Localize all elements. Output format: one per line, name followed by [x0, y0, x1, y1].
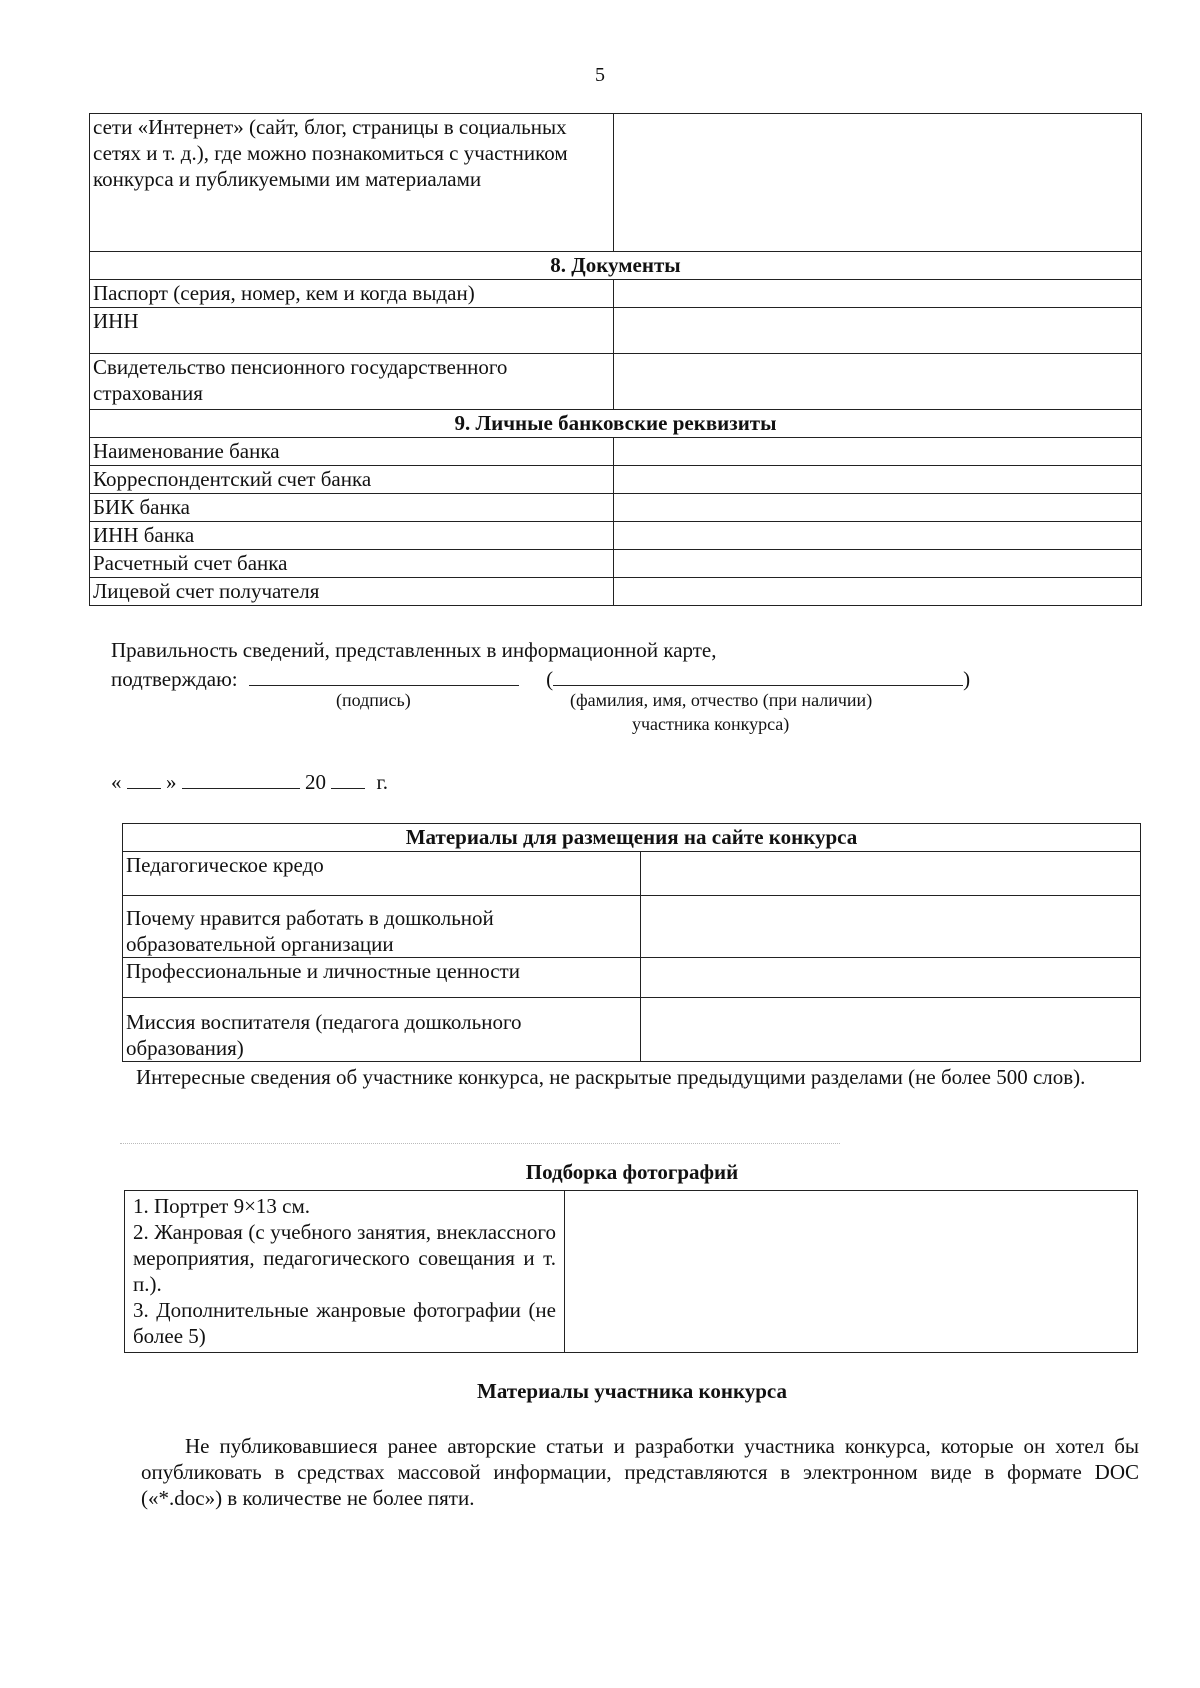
section-bank-header: 9. Личные банковские реквизиты [90, 410, 1142, 438]
signature-caption: (подпись) [336, 690, 411, 710]
table-row [90, 354, 1142, 410]
participant-materials-title: Материалы участника конкурса [477, 1379, 787, 1403]
date-day-line[interactable] [127, 766, 161, 789]
date-close-quote: » [166, 770, 177, 794]
table-row [90, 280, 1142, 308]
photos-list-cell [125, 1191, 565, 1353]
pension-certificate-value[interactable] [614, 354, 1142, 410]
name-caption-1: (фамилия, имя, отчество (при наличии) [570, 690, 873, 710]
internet-links-label: сети «Интернет» (сайт, блог, страницы в социальных сетях и т. д.), где можно познакомиться с участником конкурса и публикуемыми им материалами [90, 114, 614, 252]
passport-value[interactable] [614, 280, 1142, 308]
bank-name-label: Наименование банка [90, 438, 614, 466]
photo-item-additional: 3. Дополнительные жанровые фотографии (не более 5) [133, 1298, 556, 1348]
signature-line[interactable] [249, 663, 519, 686]
why-like-work-value[interactable] [641, 896, 1141, 958]
site-materials-table [122, 823, 1141, 1062]
table-row [90, 578, 1142, 606]
table-row [123, 998, 1141, 1062]
educator-mission-label: Миссия воспитателя (педагога дошкольного образования) [123, 998, 641, 1062]
educator-mission-value[interactable] [641, 998, 1141, 1062]
table-row [90, 438, 1142, 466]
name-caption-2: участника конкурса) [632, 714, 790, 734]
interesting-facts-note: Интересные сведения об участнике конкурса, не раскрытые предыдущими разделами (не более 500 слов). [136, 1065, 1086, 1089]
date-line [111, 766, 388, 795]
section-header-row [90, 410, 1142, 438]
photos-upload-cell[interactable] [565, 1191, 1138, 1353]
bik-label: БИК банка [90, 494, 614, 522]
values-value[interactable] [641, 958, 1141, 998]
name-line[interactable] [553, 663, 963, 686]
photos-title: Подборка фотографий [525, 1160, 739, 1184]
correspondent-account-value[interactable] [614, 466, 1142, 494]
why-like-work-label: Почему нравится работать в дошкольной образовательной организации [123, 896, 641, 958]
photo-item-portrait: 1. Портрет 9×13 см. [133, 1194, 311, 1218]
bank-inn-value[interactable] [614, 522, 1142, 550]
photos-table [124, 1190, 1138, 1353]
section-documents-header: 8. Документы [90, 252, 1142, 280]
pension-certificate-label: Свидетельство пенсионного государственного страхования [90, 354, 614, 410]
inn-label: ИНН [90, 308, 614, 354]
settlement-account-value[interactable] [614, 550, 1142, 578]
table-row [123, 896, 1141, 958]
bik-value[interactable] [614, 494, 1142, 522]
values-label: Профессиональные и личностные ценности [123, 958, 641, 998]
table-row [90, 550, 1142, 578]
page-number: 5 [595, 64, 605, 86]
section-header-row [90, 252, 1142, 280]
table-row [125, 1191, 1138, 1353]
name-paren-close: ) [963, 667, 971, 691]
participant-materials-text: Не публиковавшиеся ранее авторские статьи и разработки участника конкурса, которые он хотел бы опубликовать в средствах массовой информации, представляются в электронном виде в формате DOC («*.doc») в количестве не более пяти. [141, 1434, 1139, 1510]
table-row [90, 114, 1142, 252]
site-materials-header: Материалы для размещения на сайте конкурса [123, 824, 1141, 852]
bank-name-value[interactable] [614, 438, 1142, 466]
table-row [123, 958, 1141, 998]
date-month-line[interactable] [182, 766, 300, 789]
name-paren-open: ( [546, 667, 554, 691]
info-card-table [89, 113, 1142, 606]
correspondent-account-label: Корреспондентский счет банка [90, 466, 614, 494]
confirmation-line-2 [111, 663, 970, 692]
pedagogical-credo-label: Педагогическое кредо [123, 852, 641, 896]
photo-item-genre: 2. Жанровая (с учебного занятия, внеклассного мероприятия, педагогического совещания и т. п.). [133, 1220, 556, 1296]
table-row [90, 494, 1142, 522]
table-row [90, 308, 1142, 354]
table-row [90, 522, 1142, 550]
pedagogical-credo-value[interactable] [641, 852, 1141, 896]
bank-inn-label: ИНН банка [90, 522, 614, 550]
faint-scan-line [120, 1143, 840, 1144]
personal-account-value[interactable] [614, 578, 1142, 606]
confirm-label: подтверждаю: [111, 667, 238, 691]
date-year-line[interactable] [331, 766, 365, 789]
table-row [90, 466, 1142, 494]
confirmation-line-1: Правильность сведений, представленных в информационной карте, [111, 638, 717, 662]
date-open-quote: « [111, 770, 122, 794]
passport-label: Паспорт (серия, номер, кем и когда выдан) [90, 280, 614, 308]
settlement-account-label: Расчетный счет банка [90, 550, 614, 578]
date-century: 20 [305, 770, 326, 794]
section-header-row [123, 824, 1141, 852]
inn-value[interactable] [614, 308, 1142, 354]
internet-links-value[interactable] [614, 114, 1142, 252]
date-suffix: г. [376, 770, 388, 794]
personal-account-label: Лицевой счет получателя [90, 578, 614, 606]
table-row [123, 852, 1141, 896]
